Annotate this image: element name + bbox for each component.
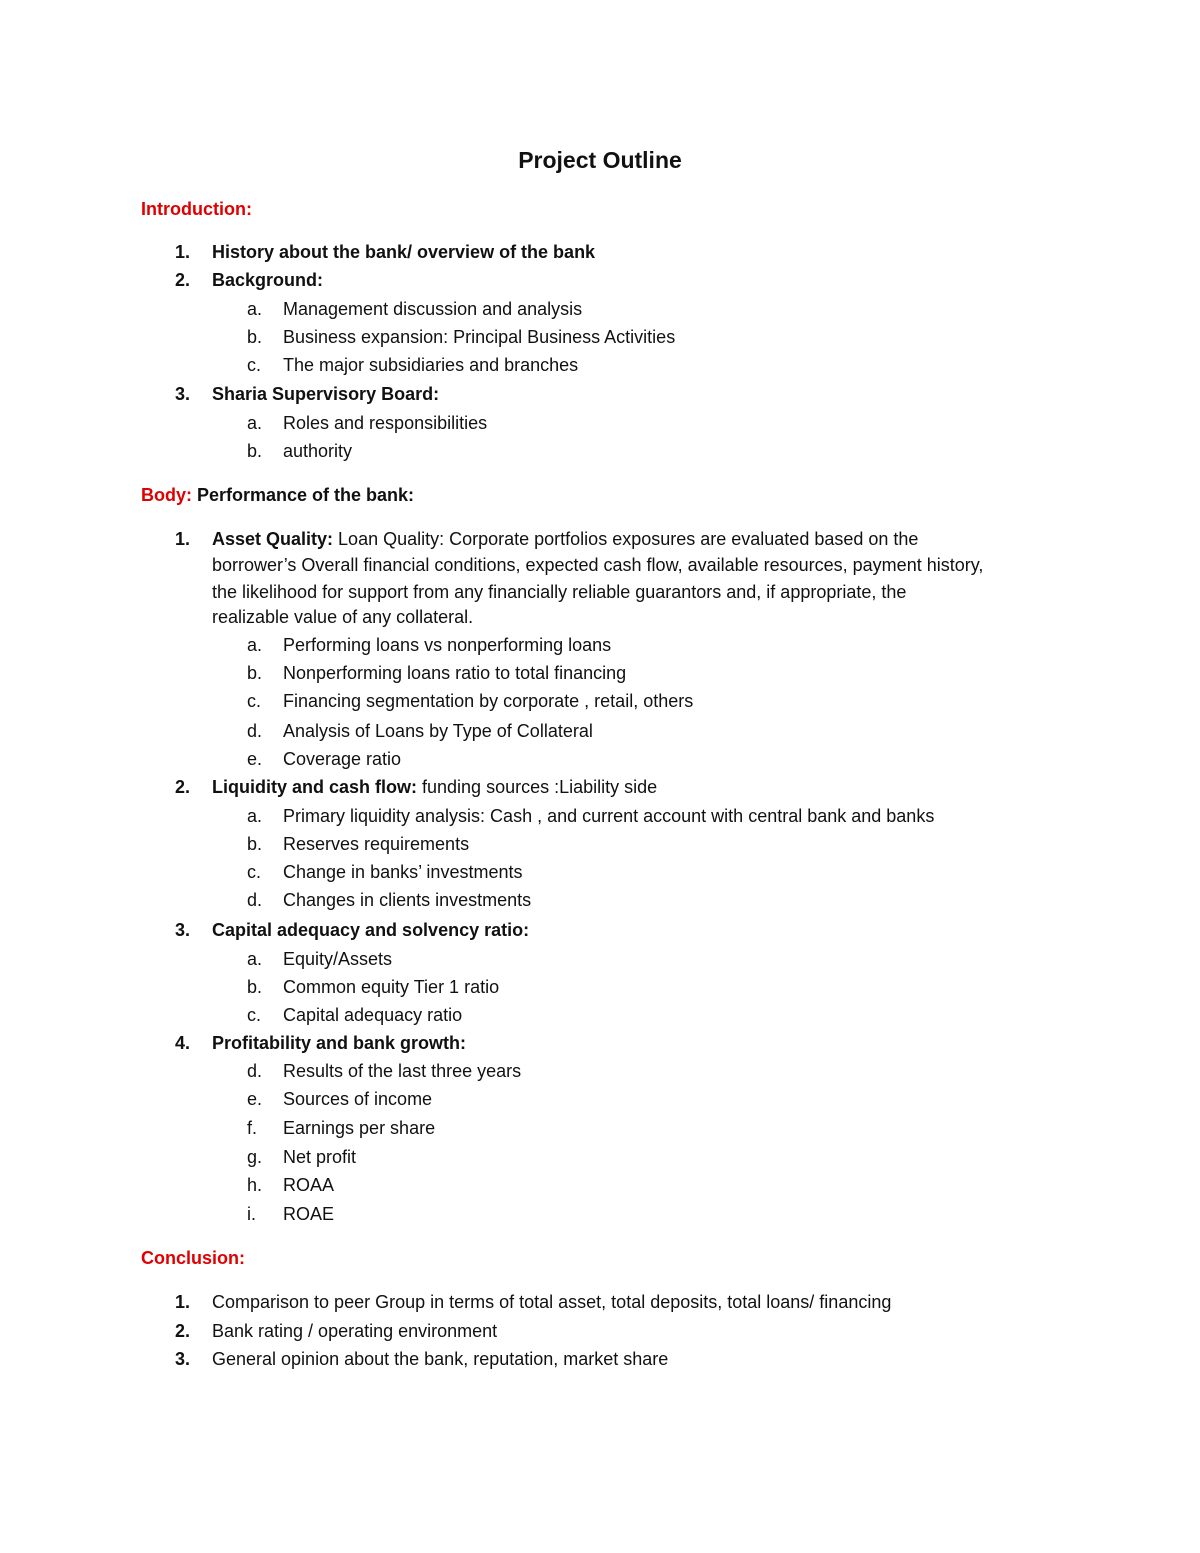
sub-list-letter: h.	[247, 1175, 263, 1195]
sub-list-letter: f.	[247, 1118, 258, 1138]
page-title: Project Outline	[518, 147, 682, 173]
list-text: Background:	[212, 270, 324, 290]
sub-list-letter: e.	[247, 1089, 263, 1109]
paragraph-line: Loan Quality: Corporate portfolios exposures are evaluated based on the	[333, 529, 919, 549]
body-heading-text: Performance of the bank:	[192, 485, 415, 505]
conclusion-heading: Conclusion:	[141, 1248, 245, 1268]
list-number: 2.	[175, 777, 191, 797]
sub-list-letter: c.	[247, 862, 262, 882]
sub-list-letter: c.	[247, 355, 262, 375]
sub-list-letter: a.	[247, 413, 263, 433]
list-label: Asset Quality:	[212, 529, 334, 549]
sub-list-text: Performing loans vs nonperforming loans	[283, 635, 612, 655]
sub-list-letter: a.	[247, 949, 263, 969]
list-number: 3.	[175, 1349, 191, 1369]
list-text: Bank rating / operating environment	[212, 1321, 498, 1341]
sub-list-text: Nonperforming loans ratio to total financing	[283, 663, 627, 683]
section-heading-conclusion	[141, 1244, 245, 1272]
list-description: funding sources :Liability side	[417, 777, 658, 797]
sub-list-letter: g.	[247, 1147, 263, 1167]
introduction-heading: Introduction:	[141, 199, 252, 219]
list-text	[212, 774, 657, 800]
list-number: 1.	[175, 242, 191, 262]
sub-list-text: Common equity Tier 1 ratio	[283, 977, 500, 997]
sub-list-letter: b.	[247, 977, 263, 997]
sub-list-letter: d.	[247, 1061, 263, 1081]
list-text: General opinion about the bank, reputation, market share	[212, 1349, 669, 1369]
sub-list-text: Primary liquidity analysis: Cash , and current account with central bank and banks	[283, 806, 935, 826]
sub-list-text: Results of the last three years	[283, 1061, 522, 1081]
sub-list-text: Net profit	[283, 1147, 357, 1167]
sub-list-text: Equity/Assets	[283, 949, 393, 969]
sub-list-letter: a.	[247, 299, 263, 319]
sub-list-text: Earnings per share	[283, 1118, 436, 1138]
list-number: 3.	[175, 920, 191, 940]
sub-list-text: Business expansion: Principal Business Activities	[283, 327, 676, 347]
list-number: 1.	[175, 1292, 191, 1312]
sub-list-text: Analysis of Loans by Type of Collateral	[283, 721, 593, 741]
sub-list-text: Reserves requirements	[283, 834, 470, 854]
section-heading-body	[141, 481, 414, 509]
list-text	[212, 526, 918, 552]
sub-list-letter: i.	[247, 1204, 256, 1224]
paragraph-line: realizable value of any collateral.	[212, 607, 474, 627]
sub-list-text: ROAE	[283, 1204, 335, 1224]
list-text: Comparison to peer Group in terms of total asset, total deposits, total loans/ financing	[212, 1292, 892, 1312]
list-text: History about the bank/ overview of the bank	[212, 242, 596, 262]
list-number: 4.	[175, 1033, 191, 1053]
sub-list-text: The major subsidiaries and branches	[283, 355, 579, 375]
list-number: 1.	[175, 529, 191, 549]
sub-list-text: Sources of income	[283, 1089, 433, 1109]
sub-list-text: Change in banks’ investments	[283, 862, 523, 882]
sub-list-letter: e.	[247, 749, 263, 769]
paragraph-line: borrower’s Overall financial conditions, expected cash flow, available resources, payment history,	[212, 555, 984, 575]
list-number: 3.	[175, 384, 191, 404]
sub-list-text: Changes in clients investments	[283, 890, 532, 910]
list-number: 2.	[175, 1321, 191, 1341]
sub-list-letter: d.	[247, 890, 263, 910]
paragraph-line: the likelihood for support from any financially reliable guarantors and, if appropriate, the	[212, 582, 907, 602]
sub-list-letter: a.	[247, 635, 263, 655]
sub-list-text: authority	[283, 441, 353, 461]
sub-list-text: Coverage ratio	[283, 749, 402, 769]
sub-list-letter: c.	[247, 1005, 262, 1025]
sub-list-text: Management discussion and analysis	[283, 299, 583, 319]
sub-list-letter: c.	[247, 691, 262, 711]
sub-list-text: Capital adequacy ratio	[283, 1005, 463, 1025]
sub-list-letter: d.	[247, 721, 263, 741]
sub-list-letter: b.	[247, 441, 263, 461]
body-heading-label: Body:	[141, 485, 192, 505]
list-label: Liquidity and cash flow:	[212, 777, 418, 797]
section-heading-introduction	[141, 195, 252, 223]
sub-list-letter: b.	[247, 663, 263, 683]
list-text: Capital adequacy and solvency ratio:	[212, 920, 530, 940]
sub-list-text: ROAA	[283, 1175, 335, 1195]
list-text: Sharia Supervisory Board:	[212, 384, 440, 404]
list-text: Profitability and bank growth:	[212, 1033, 467, 1053]
sub-list-letter: b.	[247, 834, 263, 854]
sub-list-text: Financing segmentation by corporate , retail, others	[283, 691, 694, 711]
sub-list-letter: b.	[247, 327, 263, 347]
sub-list-letter: a.	[247, 806, 263, 826]
list-number: 2.	[175, 270, 191, 290]
sub-list-text: Roles and responsibilities	[283, 413, 488, 433]
